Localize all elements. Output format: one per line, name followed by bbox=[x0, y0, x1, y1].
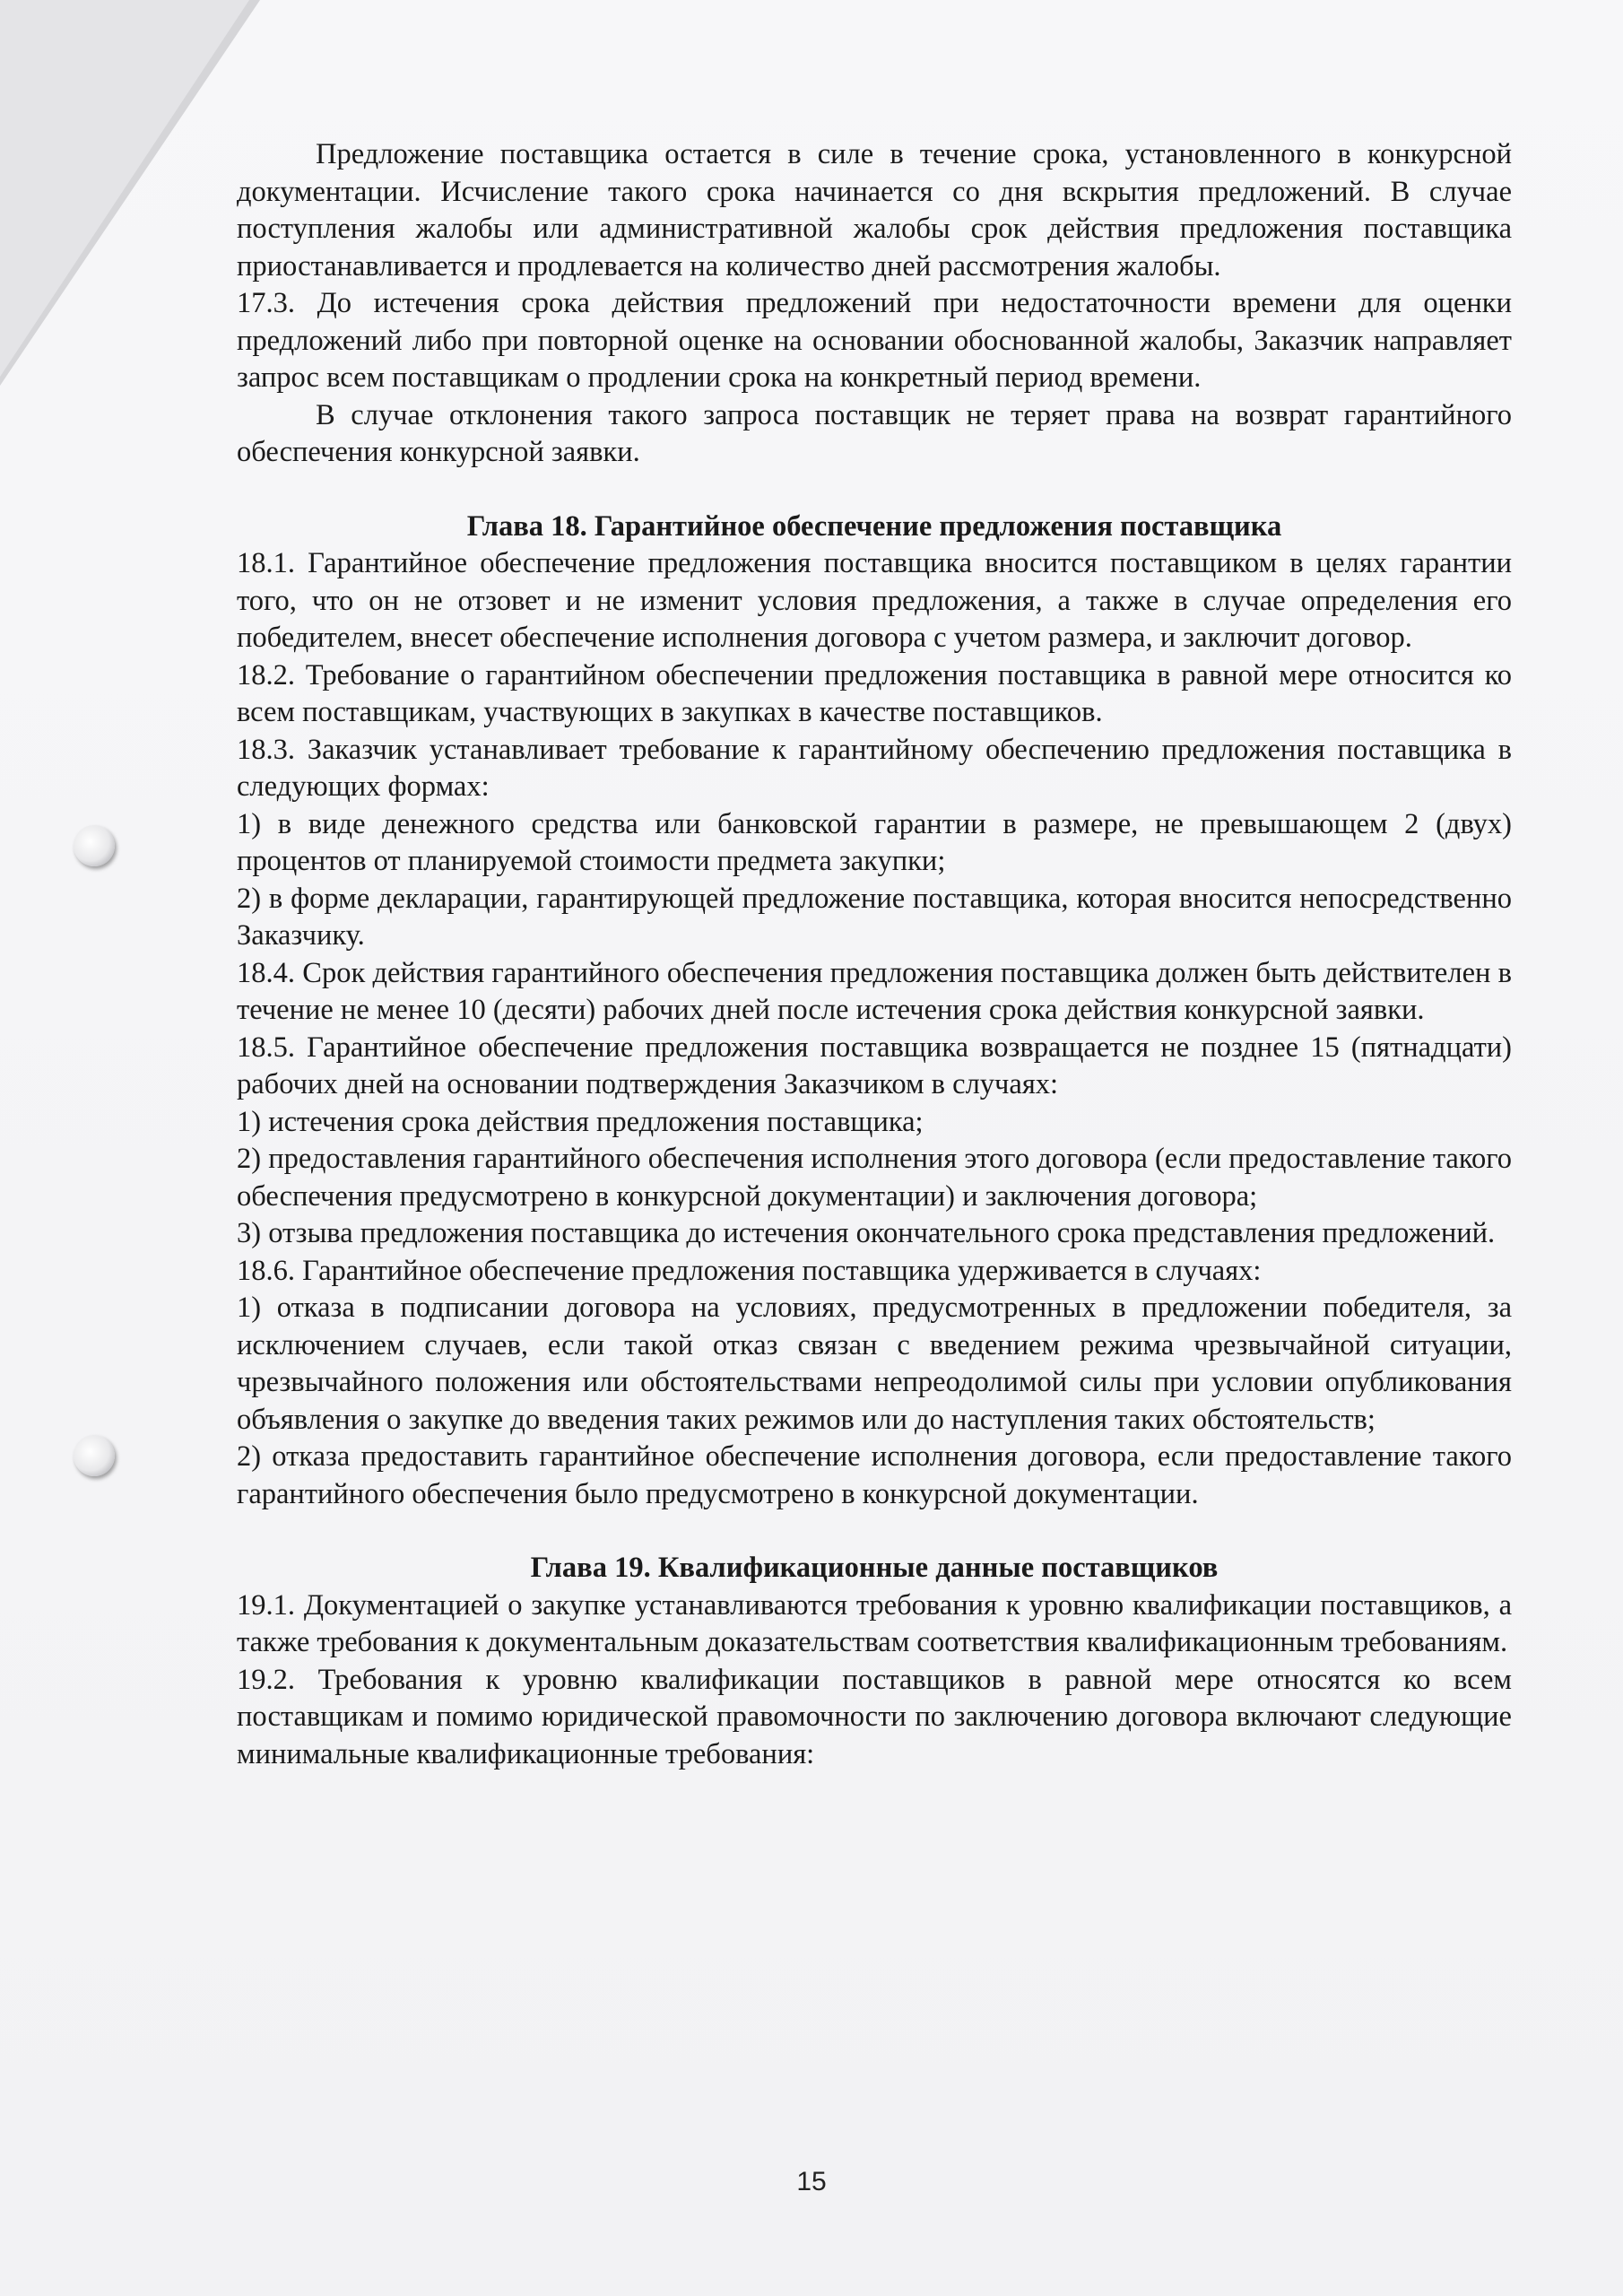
paragraph: 18.2. Требование о гарантийном обеспечении предложения поставщика в равной мере относится ко всем поставщикам, участвующих в закупках в качестве поставщиков. bbox=[237, 658, 1512, 728]
paragraph: В случае отклонения такого запроса поставщик не теряет права на возврат гарантийного обеспечения конкурсной заявки. bbox=[237, 398, 1512, 468]
list-item: 2) отказа предоставить гарантийное обеспечение исполнения договора, если предоставление такого гарантийного обеспечения было предусмотрено в конкурсной документации. bbox=[237, 1440, 1512, 1510]
paragraph: 18.6. Гарантийное обеспечение предложения поставщика удерживается в случаях: bbox=[237, 1254, 1262, 1287]
paragraph: 18.1. Гарантийное обеспечение предложения поставщика вносится поставщиком в целях гарантии того, что он не отзовет и не изменит условия предложения, а также в случае определения его победителем, внесет обеспечение исполнения договора с учетом размера, и заключит договор. bbox=[237, 547, 1512, 654]
paragraph: 19.2. Требования к уровню квалификации поставщиков в равной мере относятся ко всем поставщикам и помимо юридической правомочности по заключению договора включают следующие минимальные квалификационные требования: bbox=[237, 1663, 1512, 1770]
document-body bbox=[237, 136, 1512, 1773]
spacer bbox=[237, 1513, 1512, 1550]
punch-hole-icon bbox=[74, 1435, 115, 1476]
paragraph: Предложение поставщика остается в силе в течение срока, установленного в конкурсной документации. Исчисление такого срока начинается со дня вскрытия предложений. В случае поступления жалобы или административной жалобы срок действия предложения поставщика приостанавливается и продлевается на количество дней рассмотрения жалобы. bbox=[237, 138, 1512, 283]
paragraph: 18.3. Заказчик устанавливает требование к гарантийному обеспечению предложения поставщика в следующих формах: bbox=[237, 733, 1512, 803]
chapter-19-heading: Глава 19. Квалификационные данные поставщиков bbox=[530, 1552, 1219, 1584]
list-item: 2) в форме декларации, гарантирующей предложение поставщика, которая вносится непосредственно Заказчику. bbox=[237, 882, 1512, 952]
list-item: 1) отказа в подписании договора на условиях, предусмотренных в предложении победителя, за исключением случаев, если такой отказ связан с введением режима чрезвычайной ситуации, чрезвычайного положения или обстоятельствами непреодолимой силы при условии опубликования объявления о закупке до введения таких режимов или до наступления таких обстоятельств; bbox=[237, 1292, 1512, 1436]
paragraph: 18.5. Гарантийное обеспечение предложения поставщика возвращается не позднее 15 (пятнадцати) рабочих дней на основании подтверждения Заказчиком в случаях: bbox=[237, 1031, 1512, 1100]
list-item: 1) в виде денежного средства или банковской гарантии в размере, не превышающем 2 (двух) процентов от планируемой стоимости предмета закупки; bbox=[237, 807, 1512, 877]
page-number: 15 bbox=[796, 2167, 827, 2196]
list-item: 3) отзыва предложения поставщика до истечения окончательного срока представления предложений. bbox=[237, 1217, 1496, 1249]
chapter-18-heading: Глава 18. Гарантийное обеспечение предложения поставщика bbox=[466, 509, 1282, 543]
list-item: 1) истечения срока действия предложения поставщика; bbox=[237, 1105, 924, 1138]
punch-hole-icon bbox=[74, 825, 115, 866]
paragraph: 18.4. Срок действия гарантийного обеспечения предложения поставщика должен быть действителен в течение не менее 10 (десяти) рабочих дней после истечения срока действия конкурсной заявки. bbox=[237, 956, 1512, 1026]
paragraph: 17.3. До истечения срока действия предложений при недостаточности времени для оценки предложений либо при повторной оценке на основании обоснованной жалобы, Заказчик направляет запрос всем поставщикам о продлении срока на конкретный период времени. bbox=[237, 287, 1512, 394]
paragraph: 19.1. Документацией о закупке устанавливаются требования к уровню квалификации поставщиков, а также требования к документальным доказательствам соответствия квалификационным требованиям. bbox=[237, 1588, 1512, 1658]
folded-corner bbox=[0, 0, 249, 377]
list-item: 2) предоставления гарантийного обеспечения исполнения этого договора (если предоставление такого обеспечения предусмотрено в конкурсной документации) и заключения договора; bbox=[237, 1143, 1512, 1213]
spacer bbox=[237, 472, 1512, 509]
